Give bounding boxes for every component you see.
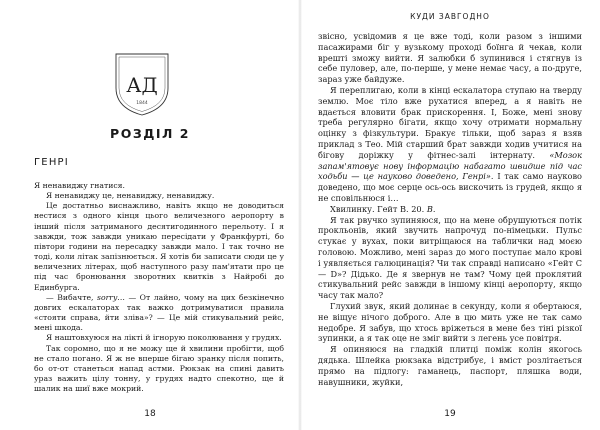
text-run: звісно, усвідомив я це вже тоді, коли разом з іншими пасажирами біг у вузькому проході боїнга й чекав, коли врешті зможу вийти. Я залюбки б зупинився і стягнув із себе пуловер, але, по-перше, у мене немає часу, а по-друге, зараз уже байдуже. (318, 31, 582, 85)
right-page-body (318, 31, 582, 387)
paragraph (318, 344, 582, 387)
logo-year: 1844 (136, 101, 148, 106)
paragraph (34, 293, 284, 334)
text-run: — Вибачте, (46, 292, 98, 302)
paragraph (34, 201, 284, 292)
paragraph (34, 181, 284, 191)
text-run: Глухий звук, який долинає в секунду, коли я обертаюся, не віщує нічого доброго. Але в цю мить уже не так само недобре. Я забув, що хтось вріжеться в мене без тіні різкої зупинки, а я так оце не зміг вийти з легень усе повітря. (318, 300, 582, 344)
page-number-right: 19 (444, 409, 456, 419)
page-number-left: 18 (144, 409, 156, 419)
left-page-body (34, 181, 284, 394)
text-run: Так соромно, що я не можу ще й хвилини пробігти, щоб не стало погано. Я ж не вперше бігаю зранку після попить, бо от-от станеться напад астми. Рюкзак на спині давить ураз важить цілу тонну, у грудях надто спекотно, ще й шалик на шиї вже мокрий. (34, 343, 284, 394)
text-run: Це достатньо виснажливо, навіть якщо не доводиться нестися з одного кінця цього величезного аеропорту в інший після затриманого десятигодинного перельоту. І я завжди, тож завжди уникаю пересідати у Франкфурті, бо півтори години на пересадку завжди мало. І так точно не тоді, коли літак запізнюється. Я хотів би записати сюди це у величезних літерах, щоб наступного разу пам'ятати про це під час бронювання зворотних квитків з Найробі до Единбурга. (34, 201, 284, 292)
text-run: І так само науково доведено, що моє серце ось-ось вискочить із грудей, якщо я не сповільнюся і… (318, 171, 582, 203)
paragraph (318, 85, 582, 204)
paragraph (318, 301, 582, 344)
narrator-name: ГЕНРІ (34, 157, 69, 168)
text-run: Хвилинку. Гейт В. 20. (330, 203, 427, 214)
paragraph (34, 333, 284, 343)
paragraph (318, 204, 582, 215)
text-run: Я ненавиджу це, ненавиджу, ненавиджу. (46, 191, 215, 201)
chapter-title: РОЗДІЛ 2 (110, 126, 190, 141)
running-head: КУДИ ЗАВГОДНО (410, 12, 490, 21)
publisher-logo (112, 48, 172, 118)
italic-run: sorry (97, 292, 118, 302)
paragraph (34, 191, 284, 201)
logo-monogram: АД (126, 73, 158, 97)
text-run: Я ненавиджу гнатися. (34, 181, 125, 190)
text-run: … — От лайно, чому на цих безкінечно довгих ескалаторах так важко дотримуватися правила «стояти справа, йти зліва»? — Це мій стикувальний рейс, мені шкода. (34, 292, 284, 333)
italic-run: В. (426, 203, 436, 214)
right-page (300, 0, 600, 430)
text-run: Я опиняюся на гладкій плитці поміж колін якогось дядька. Шлейка рюкзака відстрибує, і вміст розлітається прямо на підлогу: гаманець, паспорт, пляшка води, навушники, жуйки, (318, 344, 582, 387)
text-run: Я так рвучко зупиняюся, що на мене обрушуються потік прокльонів, який звучить напрочуд по-німецьки. Пульс стукає у вухах, поки витріщаюся на таблички над моєю головою. Можливо, мені зараз до мого поступає мало крові і уявляється галюцинація? Чи так справді написано «Гейт С — D»? Дідько. Де я звернув не там? Чому цей проклятий стикувальний рейс завжди в іншому кінці аеропорту, якщо часу так мало? (318, 214, 582, 301)
italic-run: «Мозок запам'ятовує нову інформацію набагато швидше під час ходьби — це науково доведено, Генрі». (318, 149, 582, 182)
text-run: Я наштовхуюся на лікті й ігнорую поколювання у грудях. (46, 333, 282, 343)
text-run: Я переплигаю, коли в кінці ескалатора ступаю на тверду землю. Моє тіло вже рухатися вперед, а я навіть не вдається вловити брак прискорення. І, Боже, мені знову треба регулярно бігати, якщо хочу отримати нормальну оцінку з фізкультури. Бракує тільки, щоб зараз я взяв приклад з Тео. Мій старший брат завжди ходив учитися на бігову доріжку у фітнес-залі інтернату. (318, 84, 582, 160)
paragraph (318, 215, 582, 301)
paragraph (34, 344, 284, 395)
paragraph (318, 31, 582, 85)
